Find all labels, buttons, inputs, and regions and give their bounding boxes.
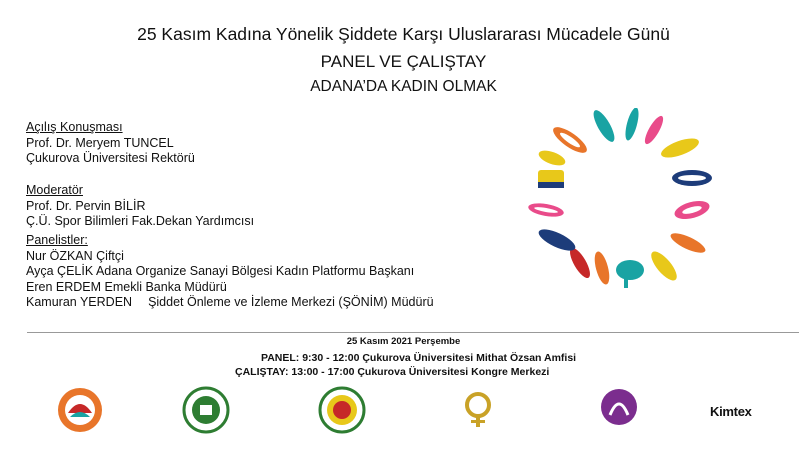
shoe-icon — [672, 170, 712, 186]
opening-speaker: Prof. Dr. Meryem TUNCEL — [26, 135, 174, 150]
moderator-name: Prof. Dr. Pervin BİLİR — [26, 198, 146, 213]
event-title: 25 Kasım Kadına Yönelik Şiddete Karşı Uluslararası Mücadele Günü — [137, 24, 670, 44]
moderator-role: Ç.Ü. Spor Bilimleri Fak.Dekan Yardımcısı — [26, 214, 255, 228]
moderator-heading: Moderatör — [26, 183, 83, 197]
panelists-heading: Panelistler: — [26, 233, 88, 247]
moderator-section — [26, 183, 254, 230]
opening-role: Çukurova Üniversitesi Rektörü — [26, 151, 195, 165]
panelists-section — [26, 233, 434, 311]
cukurova-university-logo — [178, 385, 234, 435]
panelist-role: Şiddet Önleme ve İzleme Merkezi (ŞÖNİM) Müdürü — [148, 295, 434, 309]
shoe-icon — [592, 250, 612, 286]
sports-sciences-faculty-logo — [312, 385, 372, 435]
workshop-schedule: ÇALIŞTAY: 13:00 - 17:00 Çukurova Üniversitesi Kongre Merkezi — [235, 366, 550, 378]
shoe-icon — [659, 135, 701, 162]
opening-section — [26, 120, 195, 167]
panelist-item: Eren ERDEM Emekli Banka Müdürü — [26, 279, 227, 294]
shoe-icon — [623, 108, 641, 142]
panelist-item — [26, 295, 434, 311]
panelist-item: Ayça ÇELİK Adana Organize Sanayi Bölgesi Kadın Platformu Başkanı — [26, 264, 415, 278]
adana-municipality-logo — [50, 385, 110, 435]
divider — [27, 332, 799, 333]
shoe-icon — [642, 114, 667, 147]
event-date: 25 Kasım 2021 Perşembe — [346, 336, 461, 347]
women-platform-logo — [596, 385, 642, 435]
shoe-icon — [668, 230, 708, 257]
shoe-icon — [537, 148, 567, 169]
panelist-name: Kamuran YERDEN — [26, 295, 133, 309]
opening-heading: Açılış Konuşması — [26, 120, 123, 134]
panelist-item: Nur ÖZKAN Çiftçi — [26, 248, 124, 263]
shoe-icon — [673, 198, 712, 223]
event-theme: ADANA’DA KADIN OLMAK — [310, 78, 497, 95]
shoe-icon — [590, 108, 618, 145]
shoe-icon — [550, 123, 591, 157]
shoes-circle-illustration — [522, 108, 722, 303]
women-center-logo — [448, 385, 508, 435]
shoe-icon — [538, 170, 564, 188]
shoe-icon — [536, 225, 578, 255]
shoe-icon — [566, 245, 593, 280]
panel-schedule: PANEL: 9:30 - 12:00 Çukurova Üniversitesi Mithat Özsan Amfisi — [261, 352, 577, 364]
event-subtitle: PANEL VE ÇALIŞTAY — [320, 52, 487, 71]
shoe-icon — [527, 201, 565, 219]
kimtex-logo: Kimtex — [710, 404, 752, 419]
shoe-icon — [647, 248, 681, 285]
shoe-icon — [616, 260, 644, 288]
